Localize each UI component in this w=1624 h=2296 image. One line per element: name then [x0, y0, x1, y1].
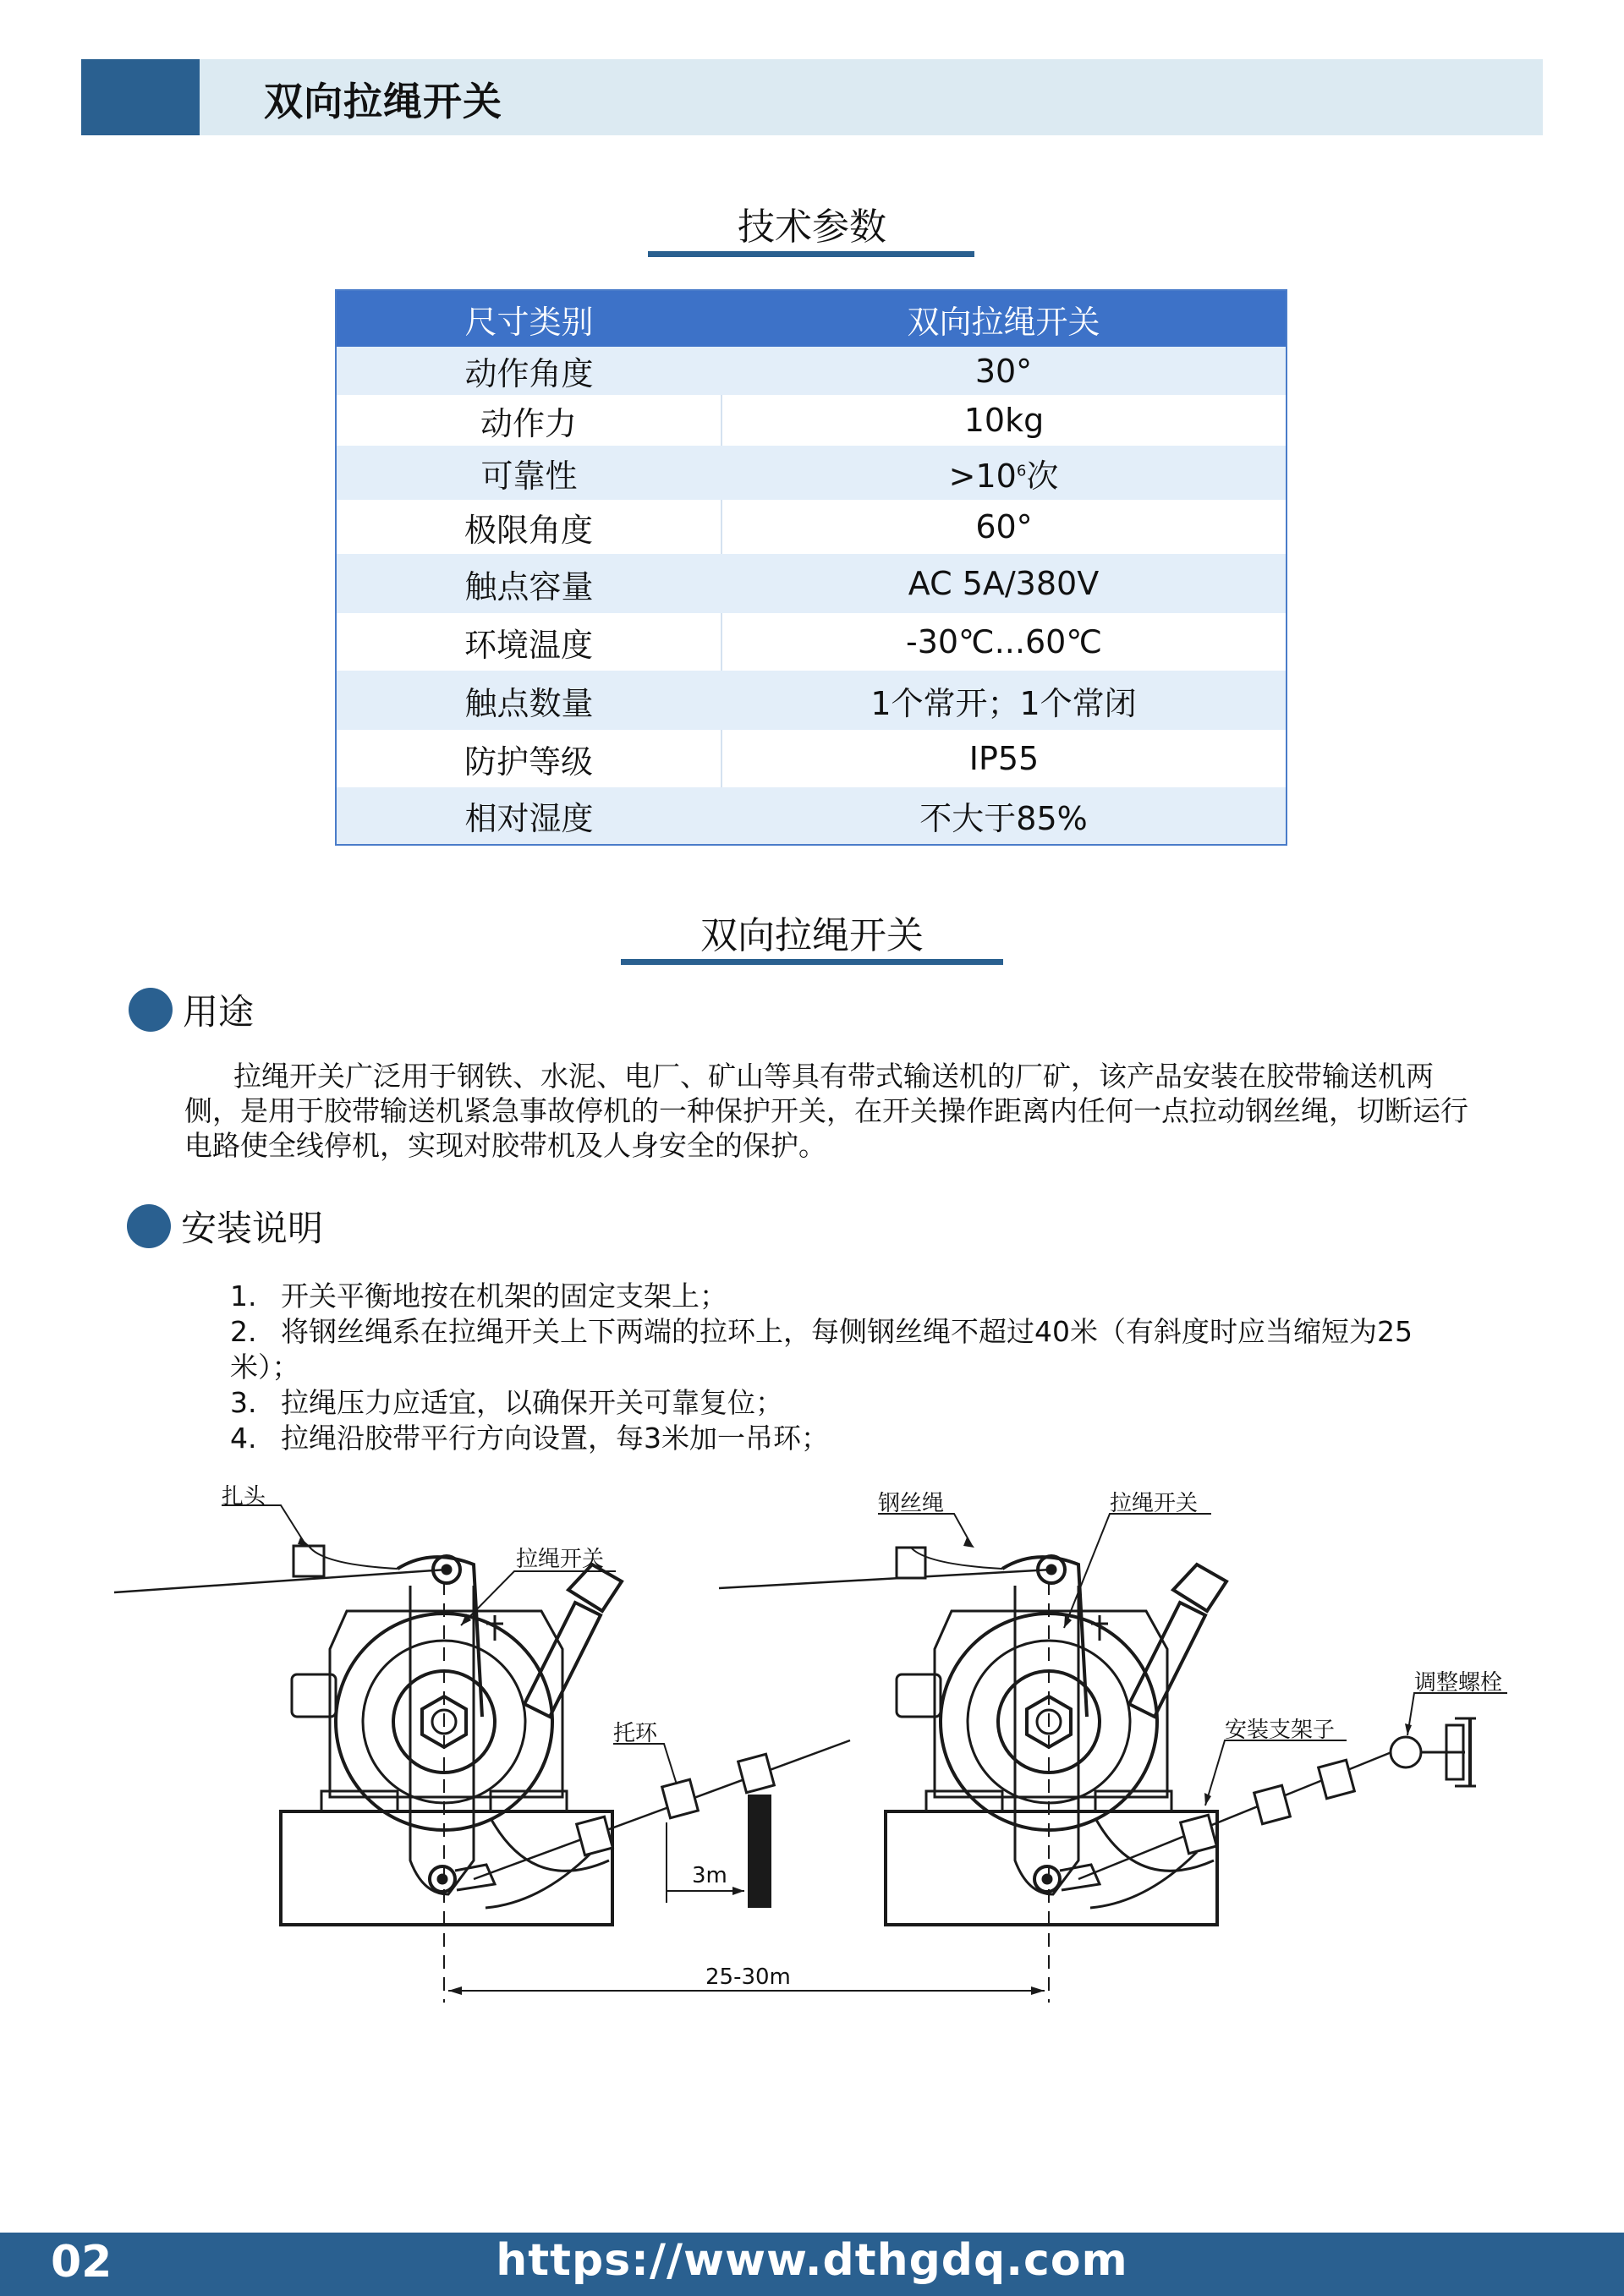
label-dist-total: 25-30m	[705, 1964, 791, 1990]
tech-params-title: 技术参数	[738, 205, 886, 249]
usage-heading: 用途	[183, 991, 255, 1033]
table-header-cell: 尺寸类别	[336, 290, 721, 347]
row-value: 60°	[721, 500, 1287, 554]
product-section-title: 双向拉绳开关	[700, 914, 924, 957]
left-switch-assembly	[281, 1556, 622, 1925]
table-row	[336, 395, 1287, 446]
label-bracket: 安装支架子	[1225, 1718, 1336, 1743]
install-list	[230, 1279, 1499, 1456]
right-switch-assembly	[886, 1556, 1226, 1925]
row-value: 30°	[721, 347, 1287, 395]
install-heading: 安装说明	[181, 1208, 324, 1249]
row-label: 可靠性	[336, 446, 721, 500]
label-clamp: 扎头	[222, 1484, 266, 1510]
list-item: 1. 开关平衡地按在机架的固定支架上；	[230, 1280, 727, 1312]
table-header-cell: 双向拉绳开关	[721, 290, 1287, 347]
tech-params-underline	[648, 251, 974, 257]
label-switch-left: 拉绳开关	[516, 1547, 605, 1572]
page-number: 02	[51, 2237, 112, 2288]
usage-text: 拉绳开关广泛用于钢铁、水泥、电厂、矿山等具有带式输送机的厂矿，该产品安装在胶带输送机两侧，是用于胶带输送机紧急事故停机的一种保护开关，在开关操作距离内任何一点拉动钢丝绳，切断运行电路使全线停机，实现对胶带机及人身安全的保护。	[184, 1060, 1468, 1162]
table-row	[336, 613, 1287, 671]
table-row	[336, 446, 1287, 500]
row-value: -30℃...60℃	[721, 613, 1287, 671]
row-value: AC 5A/380V	[721, 554, 1287, 613]
label-ring: 托环	[613, 1721, 658, 1746]
row-value: 1个常开；1个常闭	[721, 671, 1287, 730]
page-title: 双向拉绳开关	[264, 79, 502, 124]
row-label: 触点数量	[336, 671, 721, 730]
table-row	[336, 554, 1287, 613]
table-row	[336, 730, 1287, 787]
row-label: 动作力	[336, 395, 721, 446]
installation-diagram	[0, 1463, 1624, 2013]
label-switch-right: 拉绳开关	[1110, 1491, 1199, 1516]
label-3m: 3m	[692, 1863, 727, 1888]
header-accent-block	[81, 59, 200, 135]
row-value: 不大于85%	[721, 787, 1287, 845]
row-value: IP55	[721, 730, 1287, 787]
list-item: 3. 拉绳压力应适宜，以确保开关可靠复位；	[230, 1386, 783, 1419]
list-item: 4. 拉绳沿胶带平行方向设置，每3米加一吊环；	[230, 1422, 829, 1455]
row-label: 动作角度	[336, 347, 721, 395]
table-row	[336, 787, 1287, 845]
bullet-dot	[127, 1204, 171, 1248]
label-adjust-bolt: 调整螺栓	[1414, 1670, 1503, 1696]
row-label: 防护等级	[336, 730, 721, 787]
row-value: 10kg	[721, 395, 1287, 446]
table-row	[336, 671, 1287, 730]
bullet-dot	[129, 988, 173, 1032]
row-label: 环境温度	[336, 613, 721, 671]
table-header-row	[336, 290, 1287, 347]
usage-paragraph	[184, 1059, 1487, 1163]
row-label: 触点容量	[336, 554, 721, 613]
list-item: 2. 将钢丝绳系在拉绳开关上下两端的拉环上，每侧钢丝绳不超过40米（有斜度时应当缩短为25 米）；	[230, 1315, 1413, 1384]
label-wire: 钢丝绳	[878, 1491, 945, 1516]
row-label: 极限角度	[336, 500, 721, 554]
table-row	[336, 347, 1287, 395]
row-value: $>10^6$次	[721, 446, 1287, 500]
spec-table	[335, 289, 1287, 846]
footer-url[interactable]: https://www.dthgdq.com	[496, 2235, 1128, 2286]
table-row	[336, 500, 1287, 554]
row-label: 相对湿度	[336, 787, 721, 845]
product-section-underline	[621, 959, 1003, 965]
